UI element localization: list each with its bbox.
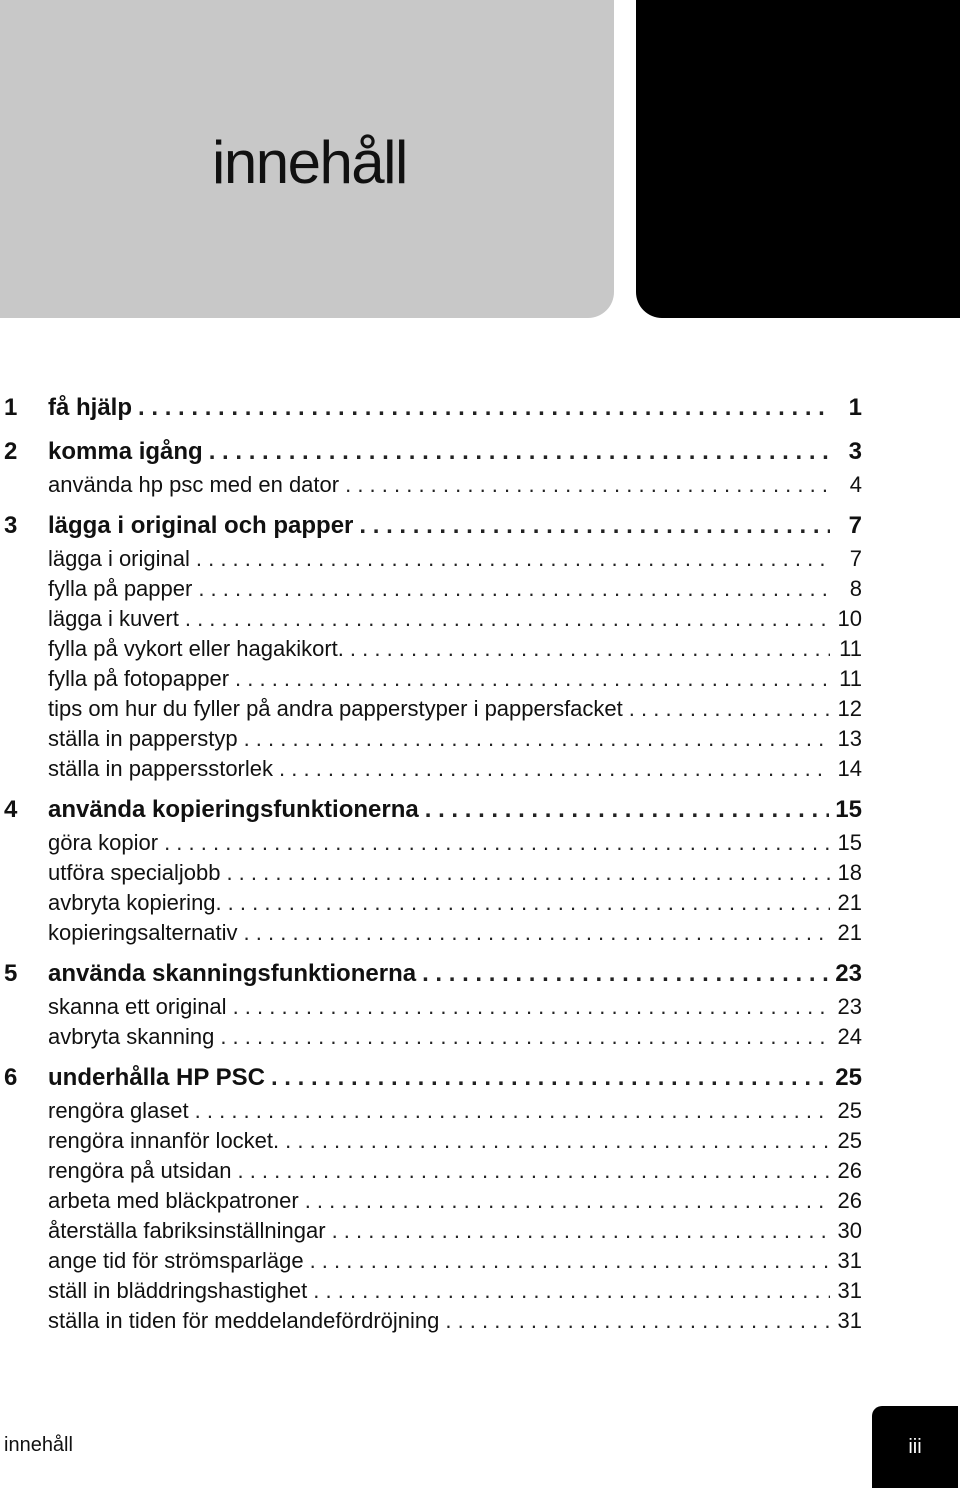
- toc-page-number: 21: [837, 920, 862, 945]
- toc-row: [48, 470, 862, 500]
- toc-entry-title: återställa fabriksinställningar: [48, 1218, 326, 1243]
- toc-entry-title: rengöra innanför locket.: [48, 1128, 280, 1153]
- table-of-contents: [0, 390, 870, 1336]
- chapter-number: 2: [4, 438, 18, 465]
- toc-row: [48, 604, 862, 634]
- toc-section-entry[interactable]: [0, 1306, 870, 1336]
- toc-entry-title: fylla på fotopapper: [48, 666, 230, 691]
- toc-section-entry[interactable]: [0, 574, 870, 604]
- toc-section-entry[interactable]: [0, 1096, 870, 1126]
- toc-row: [48, 956, 862, 992]
- toc-entry-title: fylla på vykort eller hagakikort.: [48, 636, 344, 661]
- toc-row: [48, 792, 862, 828]
- toc-section-entry[interactable]: [0, 992, 870, 1022]
- toc-page-number: 25: [835, 1064, 862, 1091]
- toc-section-entry[interactable]: [0, 858, 870, 888]
- toc-entry-title: ställa in tiden för meddelandefördröjning: [48, 1308, 440, 1333]
- toc-row: [48, 828, 862, 858]
- toc-section-entry[interactable]: [0, 888, 870, 918]
- toc-page-number: 10: [837, 606, 862, 631]
- toc-entry-title: komma igång: [48, 438, 203, 465]
- toc-page-number: 1: [848, 394, 862, 421]
- dot-leader: [237, 1156, 830, 1186]
- toc-entry-title: fylla på papper: [48, 576, 193, 601]
- dot-leader: [198, 574, 830, 604]
- dot-leader: [350, 634, 830, 664]
- toc-entry-title: använda hp psc med en dator: [48, 472, 340, 497]
- toc-page-number: 14: [837, 756, 862, 781]
- toc-entry-title: göra kopior: [48, 830, 159, 855]
- toc-row: [48, 694, 862, 724]
- toc-page-number: 8: [849, 576, 862, 601]
- toc-section-entry[interactable]: [0, 828, 870, 858]
- dot-leader: [244, 918, 830, 948]
- toc-page-number: 25: [837, 1128, 862, 1153]
- chapter-number: 6: [4, 1064, 18, 1091]
- dot-leader: [233, 992, 830, 1022]
- toc-row: [48, 1216, 862, 1246]
- toc-page-number: 21: [837, 890, 862, 915]
- toc-entry-title: rengöra glaset: [48, 1098, 189, 1123]
- toc-entry-title: avbryta skanning: [48, 1024, 215, 1049]
- dot-leader: [305, 1186, 830, 1216]
- toc-section-entry[interactable]: [0, 1022, 870, 1052]
- header-black-panel: [636, 0, 960, 318]
- toc-row: [48, 574, 862, 604]
- toc-section-entry[interactable]: [0, 470, 870, 500]
- dot-leader: [279, 754, 830, 784]
- toc-row: [48, 1126, 862, 1156]
- toc-row: [48, 1022, 862, 1052]
- toc-row: [48, 1186, 862, 1216]
- toc-section-entry[interactable]: [0, 918, 870, 948]
- toc-entry-title: lägga i original och papper: [48, 512, 354, 539]
- toc-entry-title: arbeta med bläckpatroner: [48, 1188, 299, 1213]
- toc-row: [48, 664, 862, 694]
- toc-row: [48, 888, 862, 918]
- footer-page-number: iii: [908, 1435, 922, 1458]
- toc-entry-title: tips om hur du fyller på andra papperstyper i pappersfacket: [48, 696, 623, 721]
- toc-row: [48, 544, 862, 574]
- toc-page-number: 18: [837, 860, 862, 885]
- toc-page-number: 11: [839, 666, 862, 691]
- toc-page-number: 7: [849, 546, 862, 571]
- toc-entry-title: lägga i original: [48, 546, 190, 571]
- dot-leader: [359, 508, 830, 544]
- dot-leader: [310, 1246, 830, 1276]
- dot-leader: [332, 1216, 830, 1246]
- toc-chapter-entry[interactable]: [0, 508, 870, 544]
- dot-leader: [235, 664, 830, 694]
- toc-section-entry[interactable]: [0, 634, 870, 664]
- footer-section-label: innehåll: [4, 1434, 73, 1456]
- toc-section-entry[interactable]: [0, 1246, 870, 1276]
- toc-row: [48, 1156, 862, 1186]
- chapter-number: 4: [4, 796, 18, 823]
- toc-page-number: 26: [837, 1188, 862, 1213]
- dot-leader: [164, 828, 830, 858]
- toc-row: [48, 992, 862, 1022]
- toc-row: [48, 918, 862, 948]
- toc-row: [48, 754, 862, 784]
- toc-entry-title: underhålla HP PSC: [48, 1064, 265, 1091]
- toc-entry-title: kopieringsalternativ: [48, 920, 238, 945]
- toc-entry-title: använda kopieringsfunktionerna: [48, 796, 419, 823]
- toc-row: [48, 1276, 862, 1306]
- toc-row: [48, 1246, 862, 1276]
- toc-section-entry[interactable]: [0, 604, 870, 634]
- dot-leader: [629, 694, 830, 724]
- toc-page-number: 15: [837, 830, 862, 855]
- toc-chapter-entry[interactable]: [0, 956, 870, 992]
- toc-row: [48, 858, 862, 888]
- toc-chapter-entry[interactable]: [0, 434, 870, 470]
- dot-leader: [138, 390, 830, 426]
- toc-page-number: 13: [837, 726, 862, 751]
- toc-page-number: 31: [837, 1248, 862, 1273]
- toc-page-number: 12: [837, 696, 862, 721]
- toc-section-entry[interactable]: [0, 1276, 870, 1306]
- toc-entry-title: använda skanningsfunktionerna: [48, 960, 417, 987]
- toc-row: [48, 434, 862, 470]
- toc-section-entry[interactable]: [0, 1156, 870, 1186]
- toc-row: [48, 1306, 862, 1336]
- toc-section-entry[interactable]: [0, 664, 870, 694]
- dot-leader: [345, 470, 830, 500]
- toc-page-number: 24: [837, 1024, 862, 1049]
- footer-page-number-box: [872, 1406, 958, 1488]
- toc-row: [48, 508, 862, 544]
- toc-section-entry[interactable]: [0, 544, 870, 574]
- chapter-number: 5: [4, 960, 18, 987]
- dot-leader: [185, 604, 830, 634]
- toc-section-entry[interactable]: [0, 1216, 870, 1246]
- toc-section-entry[interactable]: [0, 754, 870, 784]
- toc-page-number: 30: [837, 1218, 862, 1243]
- toc-row: [48, 1096, 862, 1126]
- toc-row: [48, 634, 862, 664]
- toc-page-number: 23: [835, 960, 862, 987]
- dot-leader: [285, 1126, 830, 1156]
- toc-entry-title: lägga i kuvert: [48, 606, 179, 631]
- toc-page-number: 26: [837, 1158, 862, 1183]
- toc-entry-title: ställa in pappersstorlek: [48, 756, 274, 781]
- dot-leader: [220, 1022, 830, 1052]
- toc-row: [48, 1060, 862, 1096]
- dot-leader: [425, 792, 830, 828]
- dot-leader: [313, 1276, 830, 1306]
- dot-leader: [196, 544, 830, 574]
- toc-page-number: 31: [837, 1278, 862, 1303]
- chapter-number: 3: [4, 512, 18, 539]
- toc-chapter-entry[interactable]: [0, 1060, 870, 1096]
- toc-section-entry[interactable]: [0, 694, 870, 724]
- toc-entry-title: skanna ett original: [48, 994, 227, 1019]
- dot-leader: [445, 1306, 830, 1336]
- toc-page-number: 3: [848, 438, 862, 465]
- toc-entry-title: utföra specialjobb: [48, 860, 221, 885]
- dot-leader: [271, 1060, 829, 1096]
- toc-section-entry[interactable]: [0, 1126, 870, 1156]
- dot-leader: [195, 1096, 830, 1126]
- dot-leader: [226, 858, 830, 888]
- chapter-number: 1: [4, 394, 18, 421]
- toc-page-number: 31: [837, 1308, 862, 1333]
- toc-page-number: 15: [835, 796, 862, 823]
- toc-entry-title: ange tid för strömsparläge: [48, 1248, 304, 1273]
- toc-page-number: 23: [837, 994, 862, 1019]
- toc-section-entry[interactable]: [0, 724, 870, 754]
- toc-page-number: 11: [839, 636, 862, 661]
- toc-entry-title: ställa in papperstyp: [48, 726, 238, 751]
- toc-chapter-entry[interactable]: [0, 792, 870, 828]
- dot-leader: [209, 434, 830, 470]
- toc-entry-title: få hjälp: [48, 394, 133, 421]
- toc-row: [48, 724, 862, 754]
- toc-page-number: 25: [837, 1098, 862, 1123]
- toc-page-number: 7: [848, 512, 862, 539]
- toc-chapter-entry[interactable]: [0, 390, 870, 426]
- dot-leader: [244, 724, 830, 754]
- toc-section-entry[interactable]: [0, 1186, 870, 1216]
- toc-page-number: 4: [849, 472, 862, 497]
- toc-entry-title: ställ in bläddringshastighet: [48, 1278, 308, 1303]
- dot-leader: [228, 888, 830, 918]
- toc-entry-title: avbryta kopiering.: [48, 890, 222, 915]
- toc-row: [48, 390, 862, 426]
- dot-leader: [422, 956, 829, 992]
- page-title: innehåll: [212, 129, 407, 196]
- toc-entry-title: rengöra på utsidan: [48, 1158, 232, 1183]
